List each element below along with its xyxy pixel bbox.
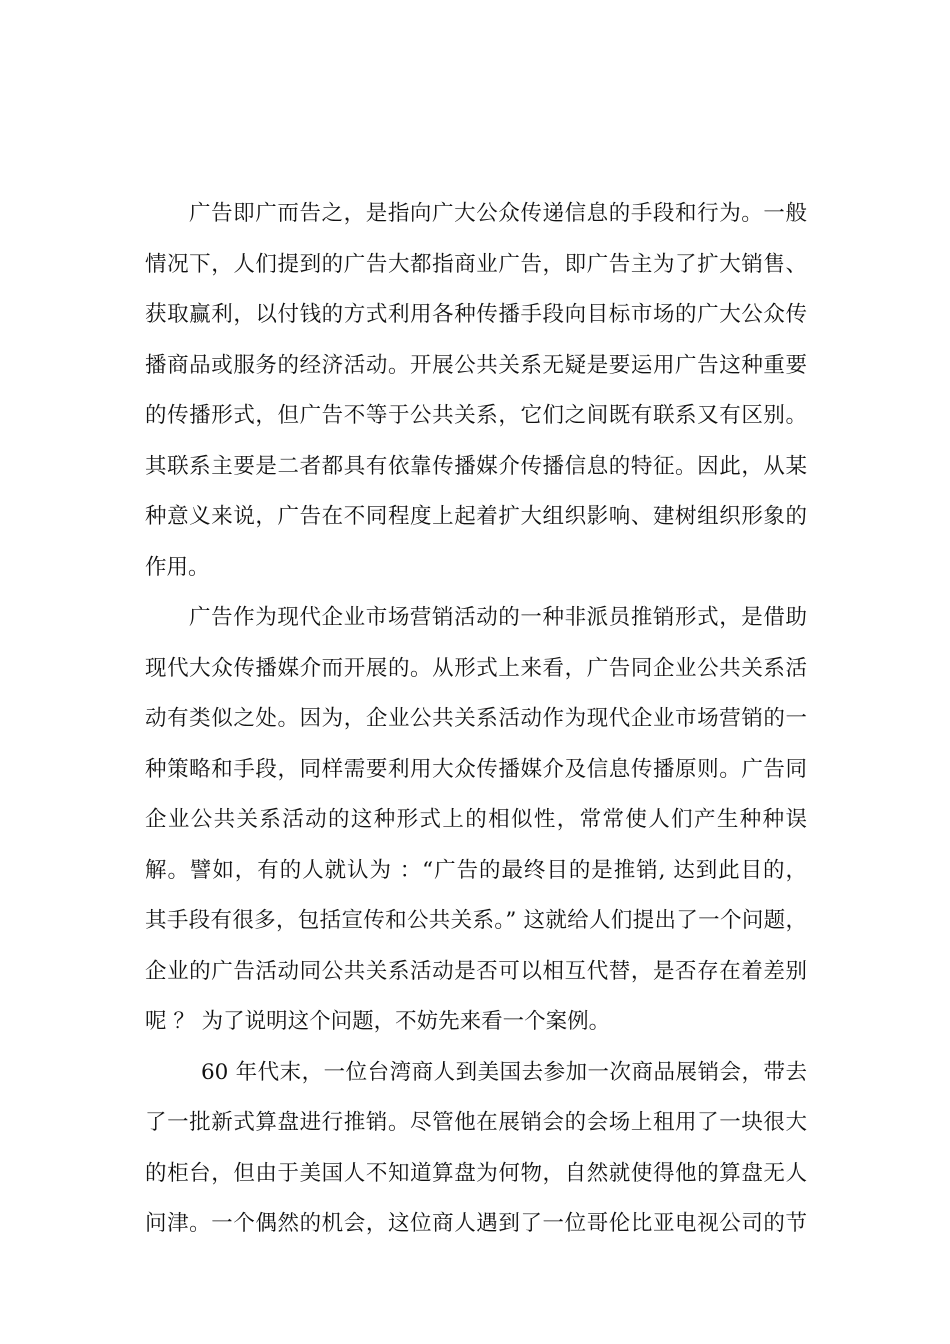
text-line: 作用。 [145, 554, 210, 580]
paragraph-1 [145, 194, 807, 598]
paragraph-2 [145, 598, 807, 1053]
text-line: 广告即广而告之，是指向广大公众传递信息的手段和行为。一般 [189, 201, 807, 226]
text-line: 播商品或服务的经济活动。开展公共关系无疑是要运用广告这种重要 [145, 352, 807, 378]
text-line: 动有类似之处。因为，企业公共关系活动作为现代企业市场营销的一 [145, 706, 807, 731]
document-body [145, 194, 807, 1255]
paragraph-3 [145, 1053, 807, 1255]
text-line: 企业的广告活动同公共关系活动是否可以相互代替，是否存在着差别 [145, 958, 807, 984]
text-line: 广告作为现代企业市场营销活动的一种非派员推销形式，是借助 [189, 605, 807, 630]
text-line: 的柜台，但由于美国人不知道算盘为何物，自然就使得他的算盘无人 [145, 1160, 807, 1186]
text-line: 呢 ？ 为了说明这个问题，不妨先来看一个案例。 [145, 1009, 611, 1034]
text-line: 种意义来说，广告在不同程度上起着扩大组织影响、建树组织形象的 [145, 504, 807, 529]
text-line: 获取赢利，以付钱的方式利用各种传播手段向目标市场的广大公众传 [145, 302, 807, 327]
text-line: 60 年代末，一位台湾商人到美国去参加一次商品展销会，带去 [201, 1059, 807, 1085]
text-line: 企业公共关系活动的这种形式上的相似性，常常使人们产生种种误 [145, 807, 807, 832]
text-line: 其联系主要是二者都具有依靠传播媒介传播信息的特征。因此，从某 [145, 453, 807, 479]
text-line: 情况下，人们提到的广告大都指商业广告，即广告主为了扩大销售、 [145, 251, 807, 277]
text-line: 其手段有很多，包括宣传和公共关系。” 这就给人们提出了一个问题， [145, 908, 807, 933]
text-line: 了一批新式算盘进行推销。尽管他在展销会的会场上租用了一块很大 [145, 1110, 807, 1135]
text-line: 现代大众传播媒介而开展的。从形式上来看，广告同企业公共关系活 [145, 655, 807, 681]
text-line: 解。譬如，有的人就认为 ：“广告的最终目的是推销, 达到此目的， [145, 857, 807, 883]
text-line: 问津。一个偶然的机会，这位商人遇到了一位哥伦比亚电视公司的节 [145, 1211, 807, 1236]
text-line: 的传播形式，但广告不等于公共关系，它们之间既有联系又有区别。 [145, 403, 807, 428]
text-line: 种策略和手段，同样需要利用大众传播媒介及信息传播原则。广告同 [145, 756, 807, 782]
